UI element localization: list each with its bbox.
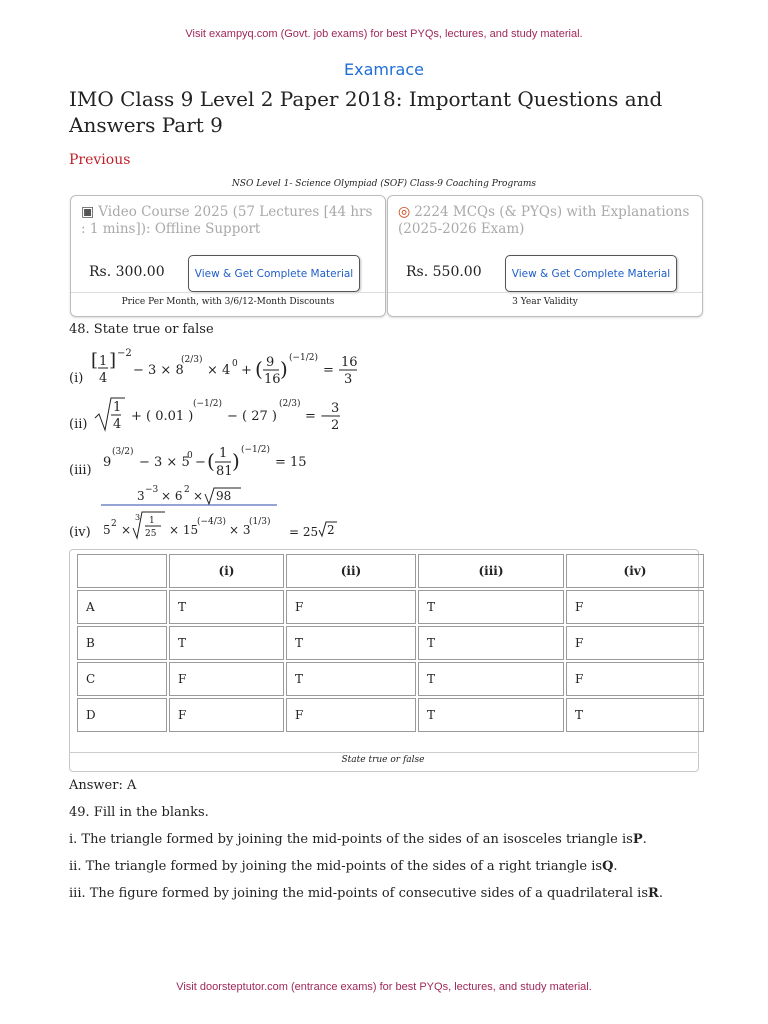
svg-text:× 6: × 6 bbox=[161, 489, 183, 503]
table-row bbox=[77, 662, 704, 696]
svg-text:= 15: = 15 bbox=[275, 455, 307, 470]
video-course-card bbox=[70, 195, 386, 317]
svg-text:−3: −3 bbox=[145, 485, 159, 495]
svg-text:1: 1 bbox=[113, 400, 122, 415]
blank-end: . bbox=[642, 832, 647, 847]
question-49: 49. Fill in the blanks. bbox=[69, 805, 209, 820]
table-cell: T bbox=[169, 626, 284, 660]
eq-label: (iv) bbox=[69, 525, 91, 540]
svg-text:9: 9 bbox=[103, 455, 112, 470]
equation-iii-math bbox=[69, 442, 389, 482]
card-heading[interactable] bbox=[81, 204, 375, 238]
svg-text:(: ( bbox=[207, 449, 215, 473]
table-header-cell: (iv) bbox=[566, 554, 704, 588]
table-cell: F bbox=[566, 590, 704, 624]
card-footer: Price Per Month, with 3/6/12-Month Discounts bbox=[71, 292, 385, 307]
equation-iii bbox=[69, 442, 389, 486]
equation-i bbox=[69, 350, 389, 394]
svg-text:× 4: × 4 bbox=[207, 363, 231, 378]
top-promo-note[interactable]: Visit exampyq.com (Govt. job exams) for best PYQs, lectures, and study material. bbox=[185, 28, 583, 40]
card-price: Rs. 300.00 bbox=[89, 264, 165, 280]
question-48: 48. State true or false bbox=[69, 322, 214, 337]
eq-label: (iii) bbox=[69, 463, 92, 478]
table-header-row bbox=[77, 554, 704, 588]
svg-text:×: × bbox=[193, 489, 204, 503]
svg-text:− ( 27 ): − ( 27 ) bbox=[227, 409, 277, 424]
table-header-cell: (ii) bbox=[286, 554, 416, 588]
svg-text:25: 25 bbox=[145, 529, 157, 539]
svg-text:=: = bbox=[323, 363, 334, 378]
svg-text:): ) bbox=[280, 357, 288, 381]
svg-text:(−4/3): (−4/3) bbox=[197, 517, 227, 527]
blank-answer: P bbox=[632, 832, 643, 847]
table-cell: F bbox=[286, 590, 416, 624]
blank-answer: R bbox=[648, 886, 659, 901]
answer-48: Answer: A bbox=[69, 778, 137, 793]
equation-iv-math bbox=[69, 484, 389, 544]
svg-text:1: 1 bbox=[219, 446, 228, 461]
blank-end: . bbox=[613, 859, 618, 874]
brand-link[interactable]: Examrace bbox=[344, 60, 424, 79]
table-cell: B bbox=[77, 626, 167, 660]
card-heading-text: 2224 MCQs (& PYQs) with Explanations (2025-2026 Exam) bbox=[398, 204, 690, 237]
svg-text:(−1/2): (−1/2) bbox=[193, 399, 223, 409]
blank-end: . bbox=[658, 886, 663, 901]
equation-ii bbox=[69, 396, 389, 440]
equation-iv bbox=[69, 484, 389, 548]
table-cell: F bbox=[169, 698, 284, 732]
table-cell: F bbox=[169, 662, 284, 696]
previous-link[interactable]: Previous bbox=[69, 152, 131, 168]
svg-text:= 25: = 25 bbox=[289, 525, 319, 539]
svg-text:(−1/2): (−1/2) bbox=[241, 445, 271, 455]
svg-text:[: [ bbox=[91, 350, 99, 371]
table-cell: T bbox=[418, 662, 564, 696]
table-header-cell bbox=[77, 554, 167, 588]
card-footer: 3 Year Validity bbox=[388, 292, 702, 307]
table-cell: T bbox=[418, 590, 564, 624]
blank-text: ii. The triangle formed by joining the mid-points of the sides of a right triangle is bbox=[69, 859, 603, 874]
blank-answer: Q bbox=[602, 859, 614, 874]
svg-text:3: 3 bbox=[331, 401, 340, 416]
card-price: Rs. 550.00 bbox=[406, 264, 482, 280]
mcq-card bbox=[387, 195, 703, 317]
svg-text:16: 16 bbox=[264, 372, 281, 387]
coaching-programs-heading: NSO Level 1- Science Olympiad (SOF) Class-9 Coaching Programs bbox=[231, 179, 537, 189]
svg-text:+ ( 0.01 ): + ( 0.01 ) bbox=[131, 409, 194, 424]
svg-text:− 3 × 8: − 3 × 8 bbox=[133, 363, 184, 378]
svg-text:9: 9 bbox=[266, 355, 275, 370]
table-row bbox=[77, 626, 704, 660]
svg-text:2: 2 bbox=[111, 519, 117, 529]
blank-text: i. The triangle formed by joining the mid-points of the sides of an isosceles triangle is bbox=[69, 832, 633, 847]
table-caption: State true or false bbox=[69, 752, 697, 765]
svg-text:4: 4 bbox=[113, 417, 122, 432]
svg-text:= −: = − bbox=[305, 409, 331, 424]
svg-text:(2/3): (2/3) bbox=[181, 355, 203, 365]
blank-text: iii. The figure formed by joining the mid-points of consecutive sides of a quadrilateral is bbox=[69, 886, 649, 901]
svg-text:2: 2 bbox=[327, 523, 335, 537]
svg-text:(−1/2): (−1/2) bbox=[289, 353, 319, 363]
target-icon: ◎ bbox=[398, 204, 411, 220]
card-heading[interactable] bbox=[398, 204, 692, 238]
svg-text:0: 0 bbox=[232, 359, 238, 369]
table-header-cell: (iii) bbox=[418, 554, 564, 588]
equation-i-math bbox=[69, 350, 389, 390]
svg-text:): ) bbox=[232, 449, 240, 473]
table-row bbox=[77, 590, 704, 624]
svg-text:−2: −2 bbox=[117, 348, 132, 359]
eq-label: (ii) bbox=[69, 417, 88, 432]
view-material-button[interactable]: View & Get Complete Material bbox=[188, 255, 360, 292]
table-cell: D bbox=[77, 698, 167, 732]
svg-text:+: + bbox=[241, 363, 252, 378]
svg-text:(1/3): (1/3) bbox=[249, 517, 271, 527]
svg-text:− 3 × 5: − 3 × 5 bbox=[139, 455, 190, 470]
svg-text:3: 3 bbox=[137, 489, 145, 503]
table-cell: T bbox=[169, 590, 284, 624]
blank-line-i bbox=[69, 832, 647, 847]
svg-text:5: 5 bbox=[103, 523, 111, 537]
table-cell: T bbox=[566, 698, 704, 732]
page-title: IMO Class 9 Level 2 Paper 2018: Important Questions and Answers Part 9 bbox=[69, 87, 663, 137]
table-header-cell: (i) bbox=[169, 554, 284, 588]
table-cell: C bbox=[77, 662, 167, 696]
blank-line-ii bbox=[69, 859, 618, 874]
table-cell: T bbox=[418, 698, 564, 732]
table-cell: T bbox=[418, 626, 564, 660]
bottom-promo-note[interactable]: Visit doorsteptutor.com (entrance exams) for best PYQs, lectures, and study material. bbox=[176, 981, 592, 993]
svg-text:3: 3 bbox=[344, 372, 353, 387]
svg-text:81: 81 bbox=[216, 464, 233, 479]
svg-text:2: 2 bbox=[184, 485, 190, 495]
svg-text:3: 3 bbox=[135, 513, 141, 522]
svg-text:(2/3): (2/3) bbox=[279, 399, 301, 409]
table-row bbox=[77, 698, 704, 732]
svg-text:×: × bbox=[121, 523, 132, 537]
table-cell: F bbox=[566, 662, 704, 696]
view-material-button[interactable]: View & Get Complete Material bbox=[505, 255, 677, 292]
table-cell: T bbox=[286, 626, 416, 660]
svg-text:0: 0 bbox=[187, 451, 193, 461]
svg-text:× 15: × 15 bbox=[169, 523, 199, 537]
svg-text:× 3: × 3 bbox=[229, 523, 251, 537]
svg-text:]: ] bbox=[109, 350, 117, 371]
answer-table bbox=[75, 552, 706, 734]
svg-text:(: ( bbox=[255, 357, 263, 381]
table-cell: A bbox=[77, 590, 167, 624]
table-cell: F bbox=[286, 698, 416, 732]
card-heading-text: Video Course 2025 (57 Lectures [44 hrs : 1 mins]): Offline Support bbox=[81, 204, 373, 237]
table-cell: T bbox=[286, 662, 416, 696]
svg-text:98: 98 bbox=[216, 489, 232, 503]
blank-line-iii bbox=[69, 886, 663, 901]
video-icon: ▣ bbox=[81, 204, 95, 220]
equation-ii-math bbox=[69, 396, 389, 436]
svg-text:4: 4 bbox=[99, 371, 108, 386]
svg-text:2: 2 bbox=[331, 418, 340, 433]
table-cell: F bbox=[566, 626, 704, 660]
svg-text:(3/2): (3/2) bbox=[112, 447, 134, 457]
svg-text:1: 1 bbox=[99, 354, 108, 369]
svg-text:1: 1 bbox=[149, 516, 155, 526]
svg-text:−: − bbox=[195, 455, 206, 470]
svg-text:16: 16 bbox=[341, 355, 358, 370]
eq-label: (i) bbox=[69, 371, 84, 386]
